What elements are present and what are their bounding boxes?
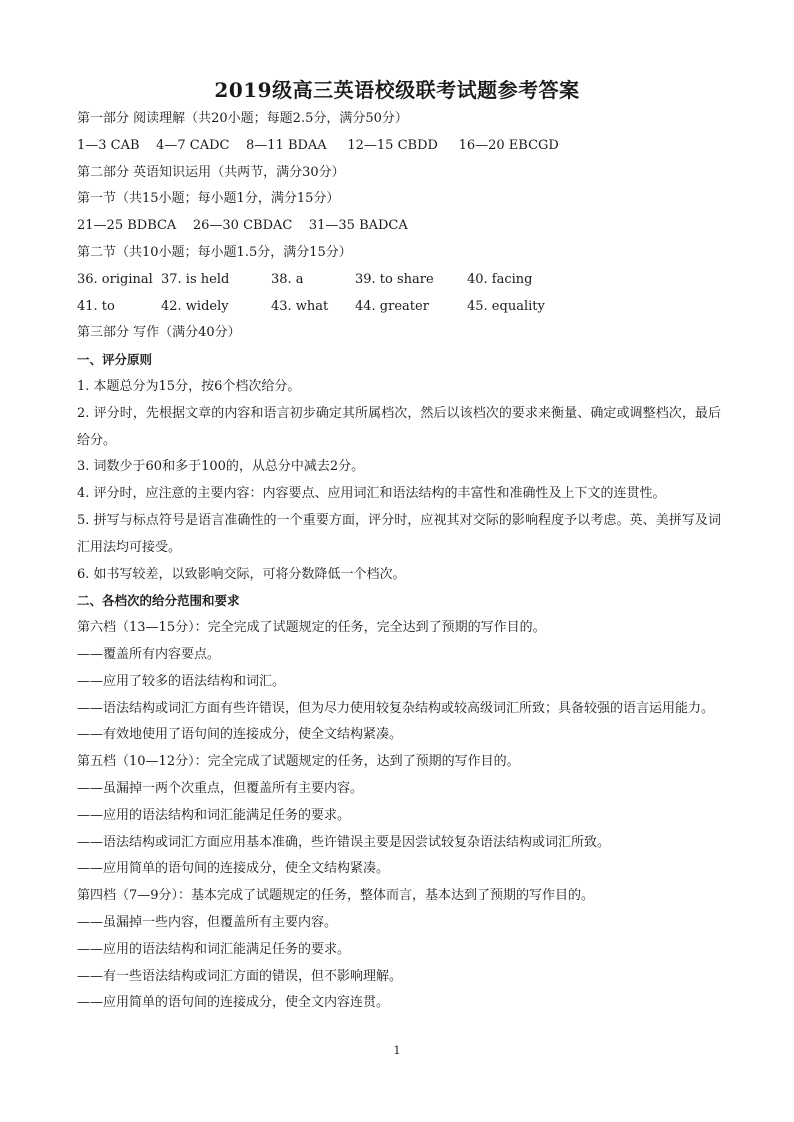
grade5-item: ——语法结构或词汇方面应用基本准确，些许错误主要是因尝试较复杂语法结构或词汇所致。 — [77, 834, 611, 850]
grade4-item: ——应用简单的语句间的连接成分，使全文内容连贯。 — [77, 995, 390, 1011]
grade4-item: ——应用的语法结构和词汇能满足任务的要求。 — [77, 941, 351, 957]
principle-item: 4. 评分时，应注意的主要内容：内容要点、应用词汇和语法结构的丰富性和准确性及上下文的连贯性。 — [77, 486, 666, 502]
grade6-item: ——应用了较多的语法结构和词汇。 — [77, 673, 286, 689]
page-title: 2019级高三英语校级联考试题参考答案 — [214, 78, 580, 102]
principle-item: 6. 如书写较差，以致影响交际，可将分数降低一个档次。 — [77, 566, 406, 582]
part3-heading: 第三部分 写作（满分40分） — [77, 325, 241, 341]
document-body — [77, 106, 721, 1017]
page-number: 1 — [393, 1044, 401, 1057]
answer-item: 40. facing — [467, 271, 533, 287]
grade6-item: ——有效地使用了语句间的连接成分，使全文结构紧凑。 — [77, 727, 403, 743]
grade6-title: 第六档（13—15分）：完全完成了试题规定的任务，完全达到了预期的写作目的。 — [77, 620, 546, 636]
principles-heading: 一、评分原则 — [77, 352, 153, 368]
answer-item: 37. is held — [161, 271, 230, 287]
answer-item: 44. greater — [355, 298, 429, 314]
answer-item: 41. to — [77, 298, 115, 314]
part2-section2-heading: 第二节（共10小题；每小题1.5分，满分15分） — [77, 244, 352, 260]
answer-item: 38. a — [271, 271, 304, 287]
answer-item: 39. to share — [355, 271, 434, 287]
grade4-item: ——有一些语法结构或词汇方面的错误，但不影响理解。 — [77, 968, 403, 984]
answer-item: 42. widely — [161, 298, 229, 314]
grade5-title: 第五档（10—12分）：完全完成了试题规定的任务，达到了预期的写作目的。 — [77, 754, 520, 770]
grade5-item: ——虽漏掉一两个次重点，但覆盖所有主要内容。 — [77, 780, 364, 796]
answer-item: 45. equality — [467, 298, 545, 314]
grade5-item: ——应用简单的语句间的连接成分，使全文结构紧凑。 — [77, 861, 390, 877]
answers-row — [77, 294, 721, 321]
part2-section1-heading: 第一节（共15小题；每小题1分，满分15分） — [77, 191, 340, 207]
grade5-item: ——应用的语法结构和词汇能满足任务的要求。 — [77, 807, 351, 823]
grade6-item: ——覆盖所有内容要点。 — [77, 646, 221, 662]
principle-item: 2. 评分时，先根据文章的内容和语言初步确定其所属档次，然后以该档次的要求来衡量、确定或调整档次，最后给分。 — [77, 405, 721, 448]
part1-answers: 1—3 CAB 4—7 CADC 8—11 BDAA 12—15 CBDD 16—20 EBCGD — [77, 137, 559, 153]
part2-section1-answers: 21—25 BDBCA 26—30 CBDAC 31—35 BADCA — [77, 218, 408, 234]
grade4-item: ——虽漏掉一些内容，但覆盖所有主要内容。 — [77, 914, 338, 930]
grade6-item: ——语法结构或词汇方面有些许错误，但为尽力使用较复杂结构或较高级词汇所致；具备较强的语言运用能力。 — [77, 700, 715, 716]
principle-item: 1. 本题总分为15分，按6个档次给分。 — [77, 378, 301, 394]
part2-heading: 第二部分 英语知识运用（共两节，满分30分） — [77, 164, 345, 180]
grade4-title: 第四档（7—9分）：基本完成了试题规定的任务，整体而言，基本达到了预期的写作目的。 — [77, 888, 595, 904]
part1-heading: 第一部分 阅读理解（共20小题；每题2.5分，满分50分） — [77, 111, 408, 126]
principle-item: 3. 词数少于60和多于100的，从总分中减去2分。 — [77, 459, 365, 475]
grades-heading: 二、各档次的给分范围和要求 — [77, 593, 240, 609]
answers-row — [77, 267, 721, 294]
principle-item: 5. 拼写与标点符号是语言准确性的一个重要方面，评分时，应视其对交际的影响程度予以考虑。英、美拼写及词汇用法均可接受。 — [77, 512, 721, 555]
answer-item: 43. what — [271, 298, 329, 314]
answer-item: 36. original — [77, 271, 153, 287]
